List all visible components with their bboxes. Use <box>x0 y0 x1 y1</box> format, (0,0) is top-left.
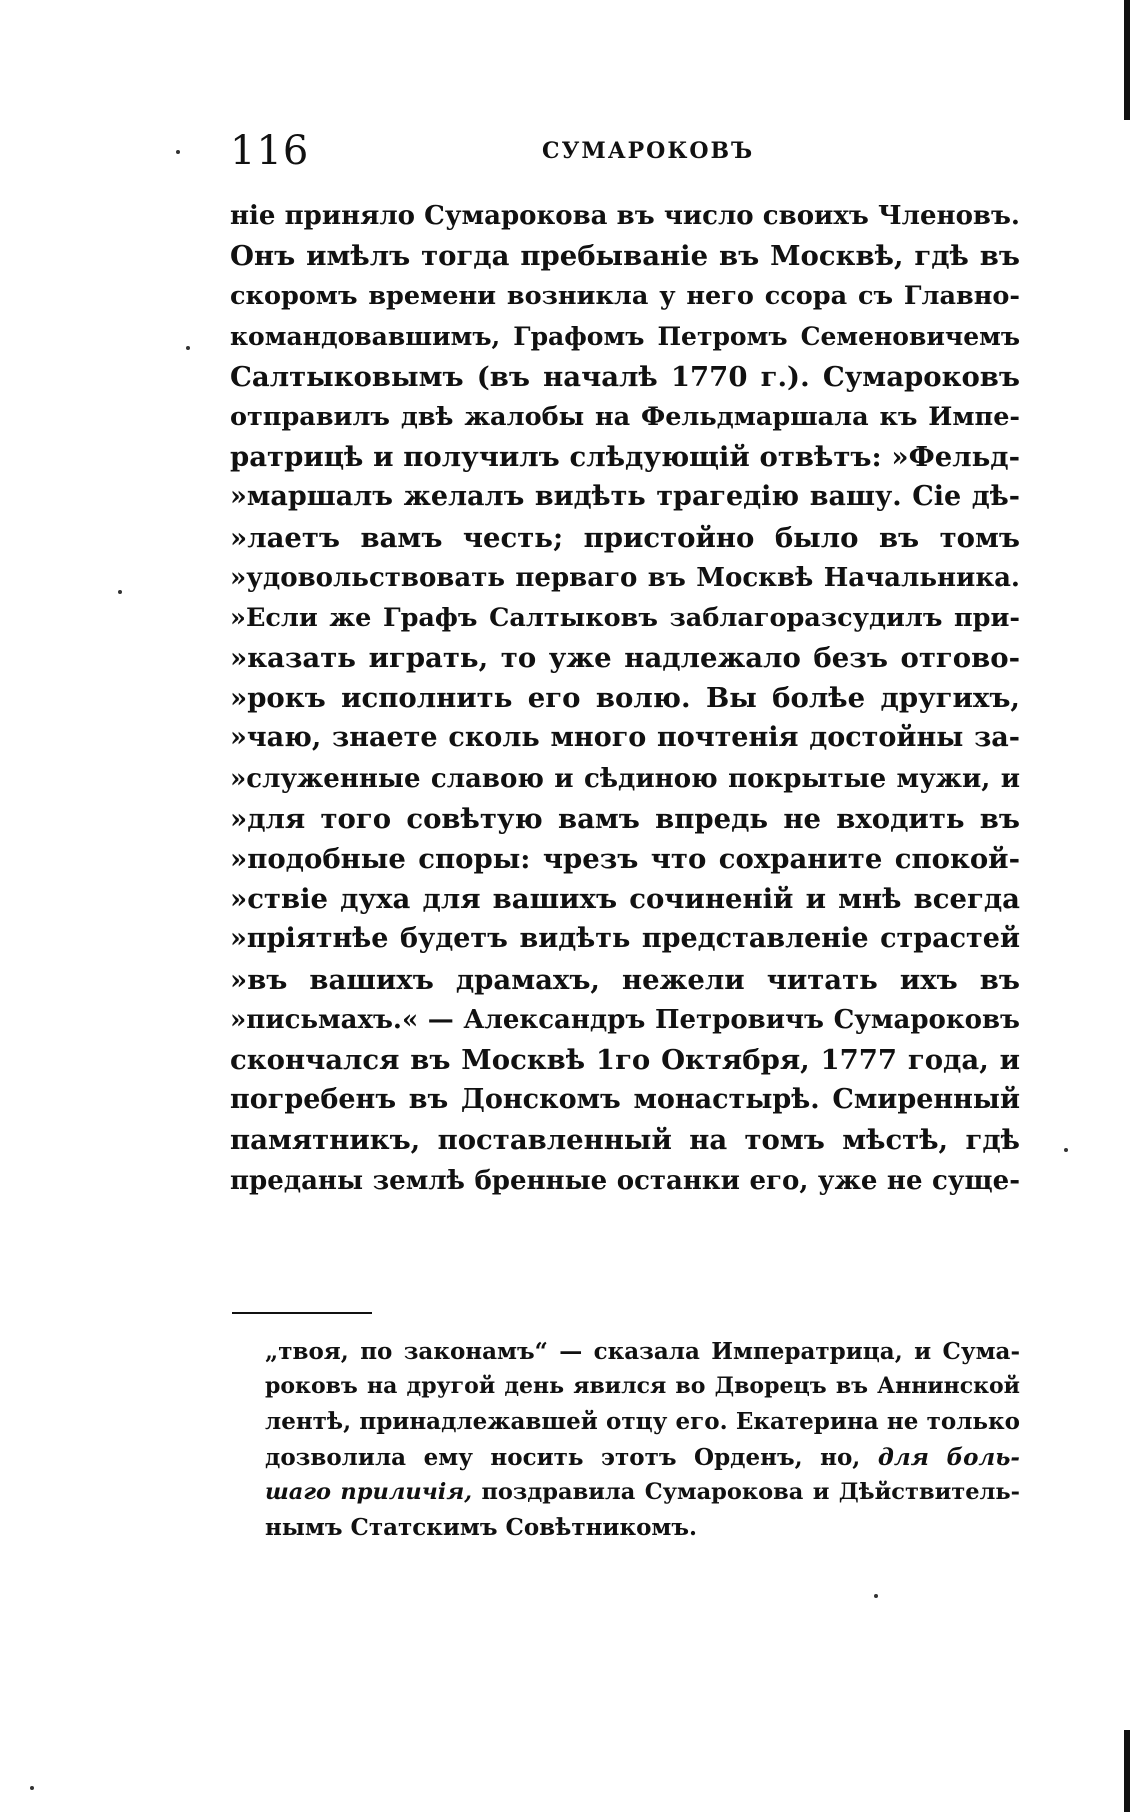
page-edge-rule <box>1124 1730 1130 1812</box>
text-line: погребенъ въ Донскомъ монастырѣ. Смиренный <box>230 1084 1020 1116</box>
print-speck <box>176 150 180 154</box>
print-speck <box>1064 1148 1068 1152</box>
main-text <box>230 196 1020 1201</box>
text-line: ніе приняло Сумарокова въ число своихъ Членовъ. <box>230 201 1020 231</box>
text-line: »маршалъ желалъ видѣть трагедію вашу. Сіе дѣ- <box>230 481 1020 513</box>
text-line: »въ вашихъ драмахъ, нежели читать ихъ въ <box>230 963 1020 996</box>
footnote-line <box>265 1440 1020 1475</box>
footnote-line <box>265 1475 1020 1510</box>
footnote-divider <box>232 1312 372 1314</box>
print-speck <box>874 1594 878 1598</box>
print-speck <box>30 1786 34 1790</box>
text-line: »письмахъ.« — Александръ Петровичъ Сумароковъ <box>230 1004 1020 1035</box>
page-header <box>230 128 1020 188</box>
text-line: »пріятнѣе будетъ видѣть представленіе страстей <box>230 923 1020 955</box>
footnote-line: лентѣ, принадлежавшей отцу его. Екатерина не только <box>265 1408 1020 1436</box>
text-line: »ствіе духа для вашихъ сочиненій и мнѣ всегда <box>230 883 1020 916</box>
running-title: СУМАРОКОВЪ <box>542 138 755 164</box>
text-line: отправилъ двѣ жалобы на Фельдмаршала къ Импе- <box>230 401 1020 432</box>
text-line: »удовольствовать перваго въ Москвѣ Начальника. <box>230 562 1020 593</box>
footnote <box>265 1334 1020 1545</box>
text-line: Онъ имѣлъ тогда пребываніе въ Москвѣ, гдѣ въ <box>230 240 1020 273</box>
text-line: командовавшимъ, Графомъ Петромъ Семеновичемъ <box>230 321 1020 351</box>
footnote-line-text: поздравила Сумарокова и Дѣйствитель- <box>472 1478 1020 1505</box>
text-line: »казать играть, то уже надлежало безъ отгово- <box>230 642 1020 675</box>
footnote-italic-text: для боль- <box>877 1443 1020 1471</box>
text-line: ратрицѣ и получилъ слѣдующій отвѣтъ: »Фельд- <box>230 441 1020 474</box>
print-speck <box>118 590 122 594</box>
text-line: »рокъ исполнить его волю. Вы болѣе другихъ, <box>230 682 1020 715</box>
print-speck <box>186 346 190 350</box>
page-edge-rule <box>1124 0 1130 120</box>
footnote-line: роковъ на другой день явился во Дворецъ въ Аннинской <box>265 1373 1020 1400</box>
text-line: преданы землѣ бренные останки его, уже не суще- <box>230 1165 1020 1196</box>
page-number: 116 <box>230 128 310 174</box>
text-line: »для того совѣтую вамъ впредь не входить въ <box>230 802 1020 835</box>
text-line: »лаетъ вамъ честь; пристойно было въ томъ <box>230 521 1020 554</box>
text-line: памятникъ, поставленный на томъ мѣстѣ, гдѣ <box>230 1124 1020 1157</box>
text-line: »чаю, знаете сколь много почтенія достойны за- <box>230 722 1020 754</box>
text-line: скончался въ Москвѣ 1го Октября, 1777 года, и <box>230 1043 1020 1076</box>
footnote-line: „твоя, по законамъ“ — сказала Императрица, и Сума- <box>265 1338 1020 1365</box>
text-line: »подобные споры: чрезъ что сохраните спокой- <box>230 843 1020 875</box>
footnote-line-text: дозволила ему носить этотъ Орденъ, но, <box>265 1443 861 1471</box>
text-line: »Если же Графъ Салтыковъ заблагоразсудилъ при- <box>230 602 1020 633</box>
footnote-italic-text: шаго приличія, <box>265 1478 473 1505</box>
text-line: Салтыковымъ (въ началѣ 1770 г.). Сумароковъ <box>230 360 1020 393</box>
text-line: »служенные славою и сѣдиною покрытые мужи, и <box>230 763 1020 794</box>
footnote-line: нымъ Статскимъ Совѣтникомъ. <box>265 1513 698 1541</box>
text-line: скоромъ времени возникла у него ссора съ Главно- <box>230 281 1020 312</box>
